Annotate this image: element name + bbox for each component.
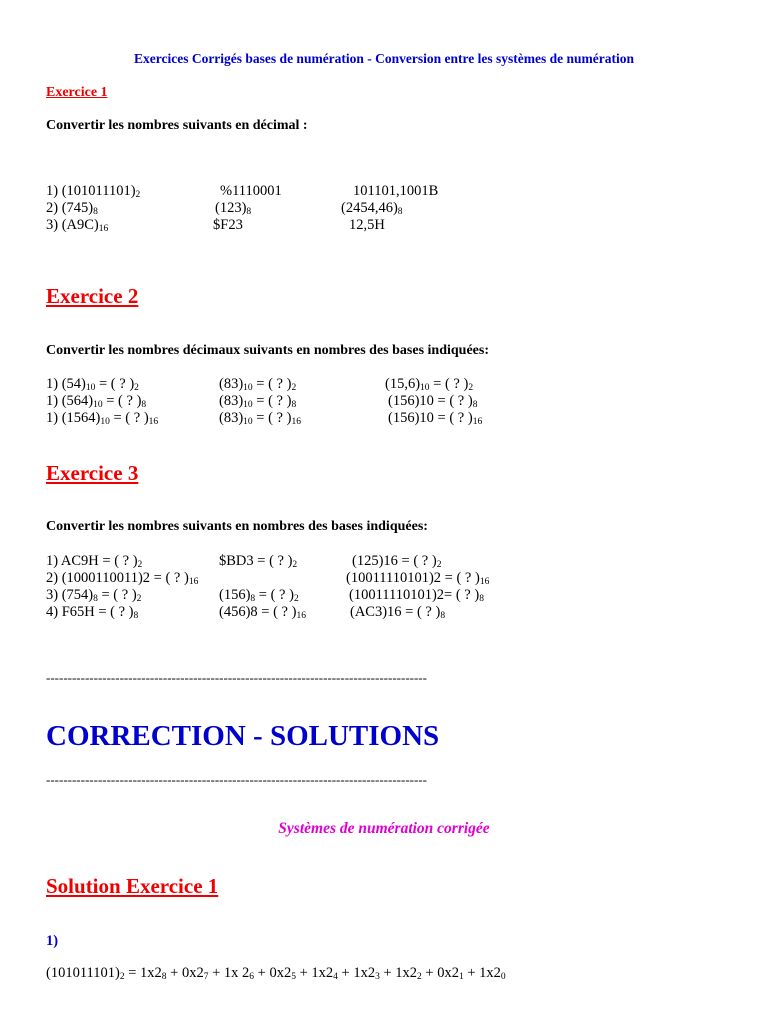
exercise-3-row: (AC3)16 = ( ? )$_8$ <box>350 604 446 621</box>
subtitle: Systèmes de numération corrigée <box>278 820 490 837</box>
exercise-2-row: (156)10 = ( ? )$_8$ <box>388 393 478 410</box>
exercise-2-row: 1) $(1564)_{10}$ = ( ? )$_{16}$ <box>46 410 159 427</box>
exercise-3-row: (10011110101)2= ( ? )$_8$ <box>349 587 484 604</box>
exercise-1-row: 12,5H <box>349 217 385 233</box>
document-title: Exercices Corrigés bases de numération - Conversion entre les systèmes de numération <box>133 51 635 66</box>
exercise-3-row: 2) (1000110011)2 = ( ? )$_{16}$ <box>46 570 199 587</box>
exercise-2-row: $(83)_{10}$ = ( ? )$_{16}$ <box>219 410 301 427</box>
solution-1-formula: $(101011101)_2 = 1x2_8 + 0x2_7 + 1x$ $2_6 + 0x2_5 + 1x2_4 + 1x2_3 + 1x2_2 + 0x2_1 + 1x2_0$ <box>46 965 506 982</box>
exercise-1-row: 1) $(101011101)_2$ <box>46 183 141 200</box>
exercise-2-row: $(83)_{10}$ = ( ? )$_8$ <box>219 393 297 410</box>
exercise-3-row: (10011110101)2 = ( ? )$_{16}$ <box>346 570 490 587</box>
separator-line: ---------------------------------------------------------------------------------------- <box>46 670 427 685</box>
exercise-2-instruction: Convertir les nombres décimaux suivants en nombres des bases indiquées: <box>46 343 489 358</box>
exercise-1-row: %1110001 <box>220 183 282 199</box>
exercise-3-row: $BD3 = ( ? )$_2$ <box>219 553 298 570</box>
exercise-1-instruction: Convertir les nombres suivants en décimal : <box>46 118 308 133</box>
exercise-3-row: 4) F65H = ( ? )$_8$ <box>46 604 139 621</box>
exercise-3-instruction: Convertir les nombres suivants en nombres des bases indiquées: <box>46 519 428 534</box>
exercise-1-row: $(123)_8$ <box>215 200 252 217</box>
exercise-2-row: 1) $(564)_{10}$ = ( ? )$_8$ <box>46 393 147 410</box>
exercise-2-row: (156)10 = ( ? )$_{16}$ <box>388 410 483 427</box>
exercise-1-row: 2) $(745)_8$ <box>46 200 98 217</box>
exercise-3-row: 1) AC9H = ( ? )$_2$ <box>46 553 143 570</box>
exercise-1-heading: Exercice 1 <box>46 85 108 100</box>
exercise-2-row: $(83)_{10}$ = ( ? )$_2$ <box>219 376 297 393</box>
exercise-1-row: $(2454,46)_8$ <box>341 200 403 217</box>
exercise-1-row: 3) $(A9C)_{16}$ <box>46 217 109 234</box>
exercise-3-row: (125)16 = ( ? )$_2$ <box>352 553 442 570</box>
exercise-2-row: $(15,6)_{10}$ = ( ? )$_2$ <box>385 376 474 393</box>
exercise-2-heading: Exercice 2 <box>46 284 139 308</box>
exercise-3-row: 3) $(754)_8$ = ( ? )$_2$ <box>46 587 142 604</box>
solution-1-heading: Solution Exercice 1 <box>46 874 219 898</box>
separator-line: ---------------------------------------------------------------------------------------- <box>46 772 427 787</box>
solution-1-item: 1) <box>46 933 59 949</box>
exercise-1-row: 101101,1001B <box>353 183 439 199</box>
exercise-2-row: 1) $(54)_{10}$ = ( ? )$_2$ <box>46 376 139 393</box>
exercise-1-row: $F23 <box>213 217 243 233</box>
exercise-3-heading: Exercice 3 <box>46 461 139 485</box>
exercise-3-row: $(156)_8$ = ( ? )$_2$ <box>219 587 299 604</box>
correction-title: CORRECTION - SOLUTIONS <box>46 720 440 752</box>
exercise-3-row: (456)8 = ( ? )$_{16}$ <box>219 604 306 621</box>
